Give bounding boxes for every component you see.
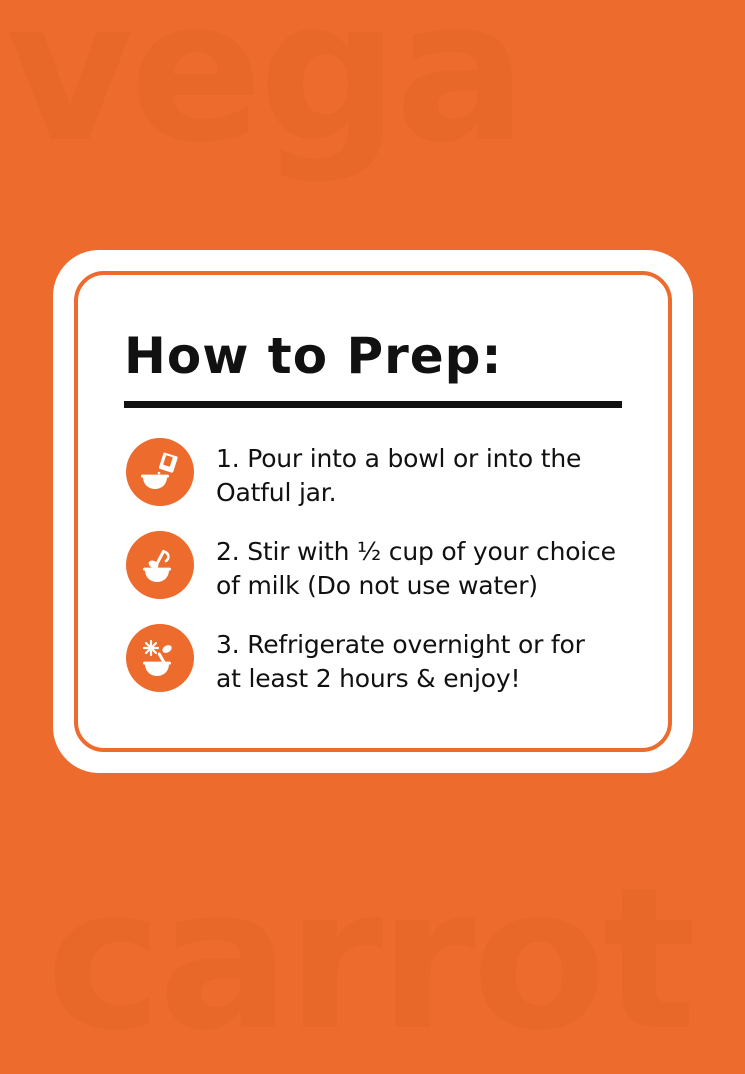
bowl-with-spoon-stir-icon [126, 531, 194, 599]
list-item [120, 438, 626, 509]
list-item-text [216, 438, 616, 509]
list-item-text [216, 624, 616, 695]
card-inner-border [74, 271, 672, 752]
step-body: Stir with ½ cup of your choice of milk (Do not use water) [216, 537, 616, 600]
title-divider [124, 401, 622, 408]
steps-list [120, 438, 626, 695]
pouring-packet-into-bowl-icon [126, 438, 194, 506]
list-item [120, 531, 626, 602]
step-body: Refrigerate overnight or for at least 2 hours & enjoy! [216, 630, 585, 693]
page-title: How to Prep: [124, 327, 503, 385]
step-number: 3. [216, 630, 248, 659]
step-number: 2. [216, 537, 248, 566]
list-item [120, 624, 626, 695]
bowl-with-snowflake-icon [126, 624, 194, 692]
how-to-prep-card [53, 250, 693, 773]
list-item-text [216, 531, 616, 602]
step-body: Pour into a bowl or into the Oatful jar. [216, 444, 582, 507]
step-number: 1. [216, 444, 248, 473]
background-watermark-top: vega [6, 0, 524, 186]
background-watermark-bottom: carrot [46, 846, 693, 1074]
